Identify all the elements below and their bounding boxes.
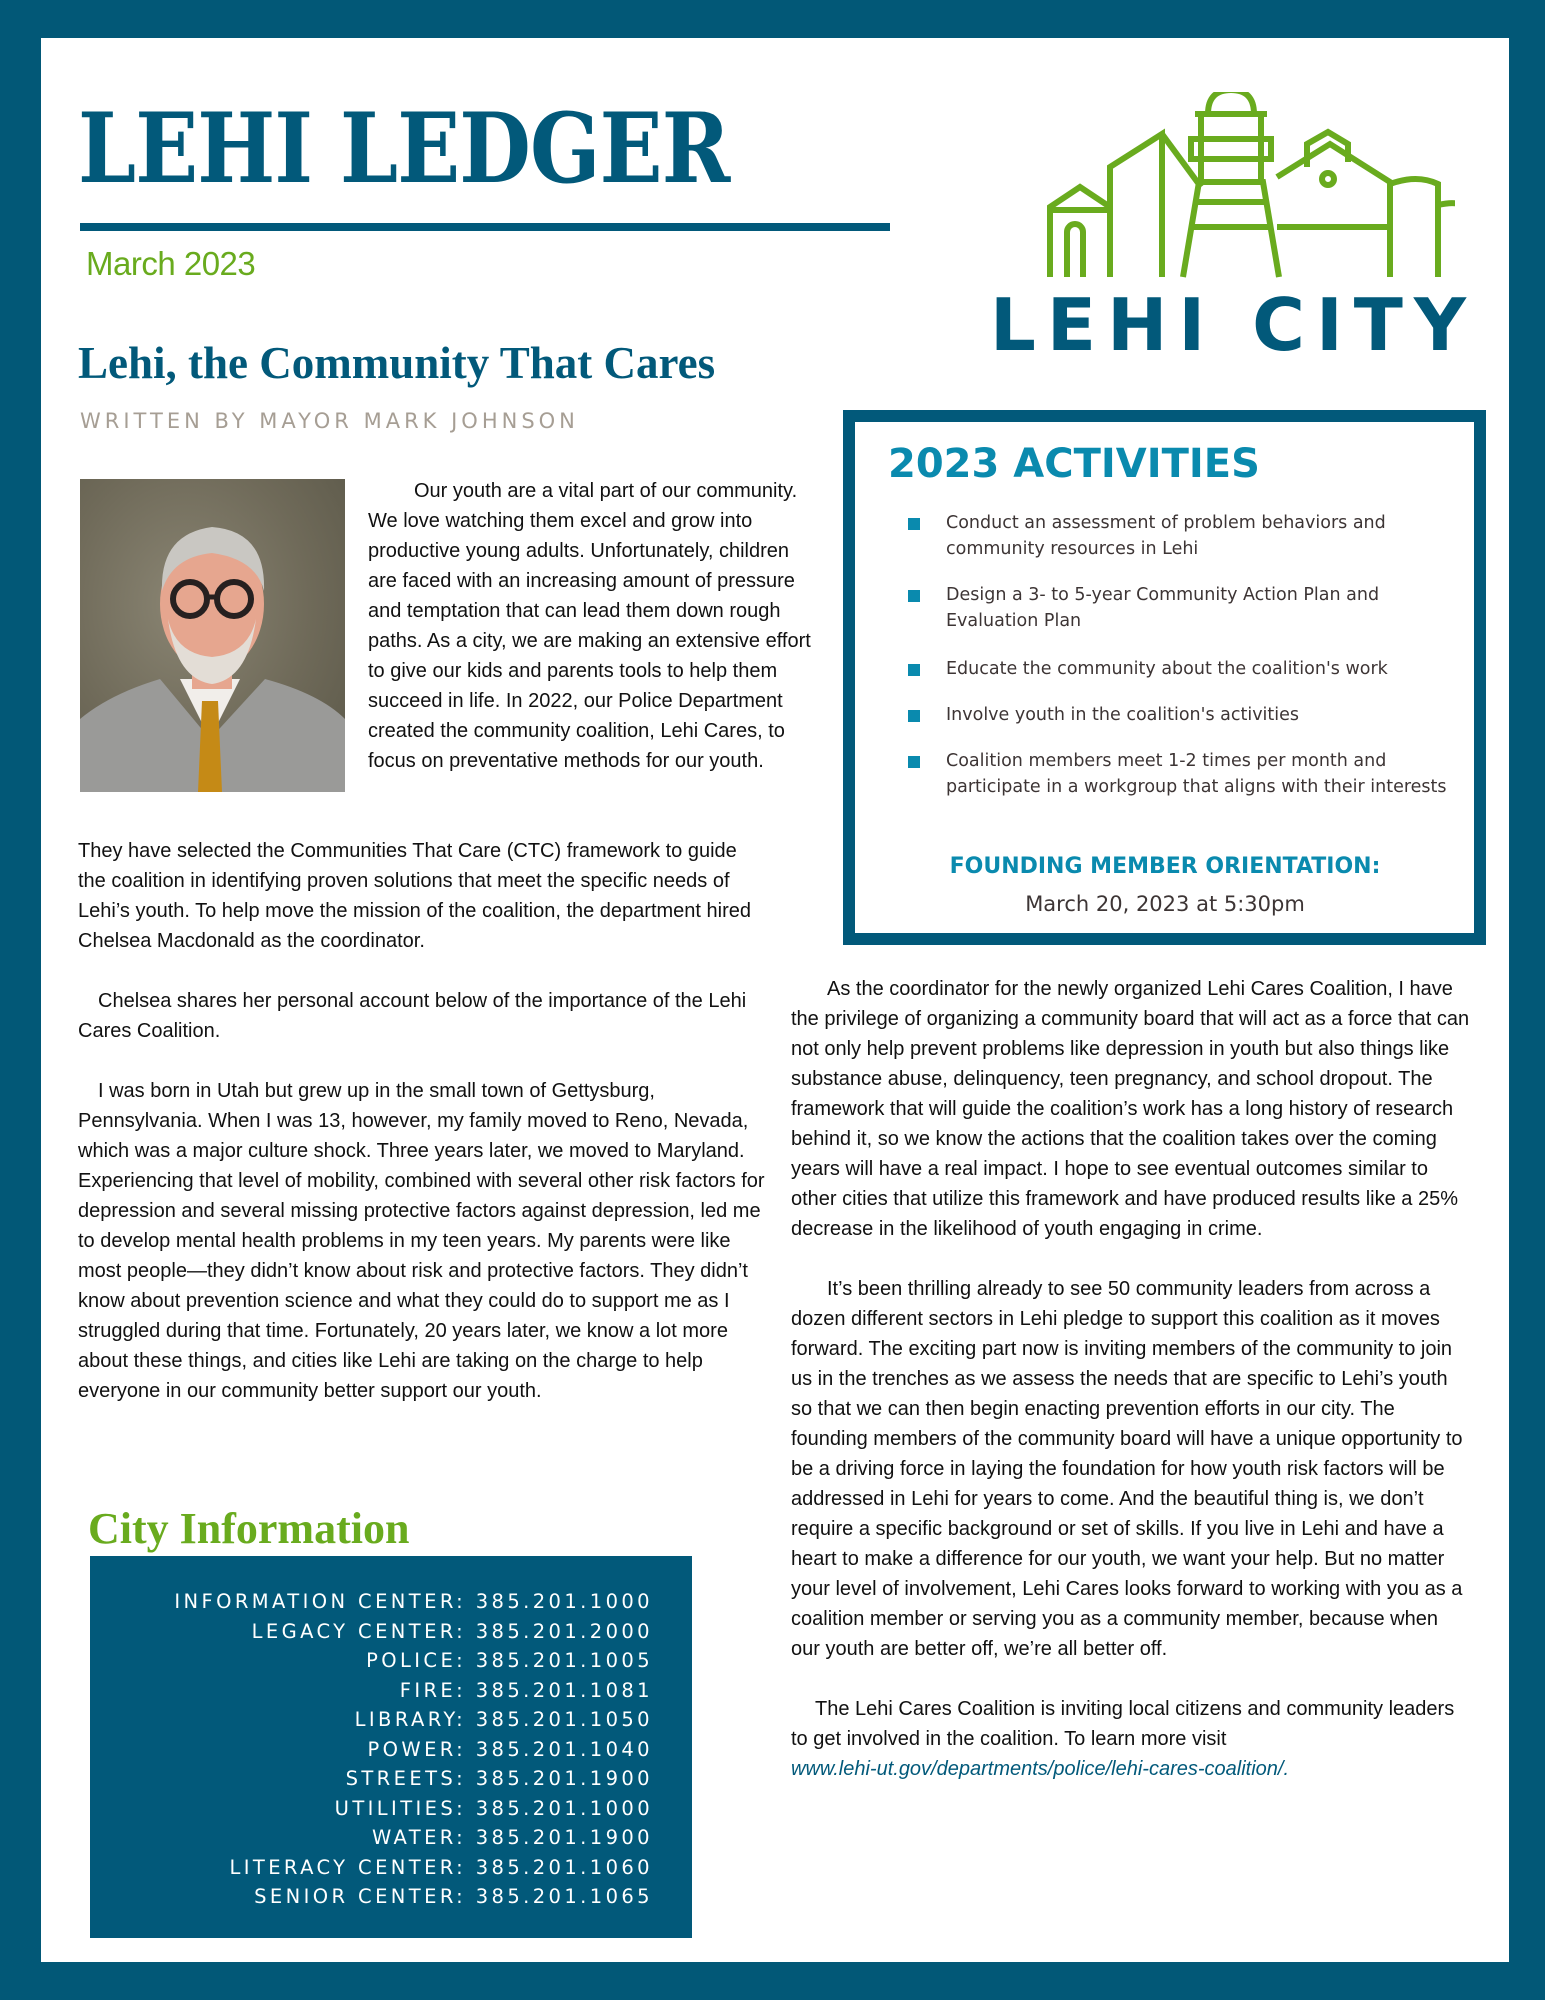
invite-text: The Lehi Cares Coalition is inviting local citizens and community leaders to get involved in the coalition. To learn more visit bbox=[791, 1698, 1455, 1750]
orientation-date: March 20, 2023 at 5:30pm bbox=[1025, 892, 1305, 916]
activities-list bbox=[900, 510, 1460, 800]
issue-date: March 2023 bbox=[86, 245, 256, 282]
activity-text: Conduct an assessment of problem behaviors and community resources in Lehi bbox=[946, 513, 1386, 559]
contact-item: LIBRARY: 385.201.1050 bbox=[354, 1708, 653, 1731]
coordinator-paragraph: As the coordinator for the newly organized Lehi Cares Coalition, I have the privilege of organizing a community board that will act as a force that can not only help prevent problems like depression in youth but also things like substance abuse, delinquency, teen pregnancy, and school dropout. The framework that will guide the coalition’s work has a long history of research behind it, so we know the actions that the coalition takes over the coming years will have a real impact. I hope to see eventual outcomes similar to other cities that utilize this framework and have produced results like a 25% decrease in the likelihood of youth engaging in crime. bbox=[791, 978, 1470, 1240]
personal-story-paragraph: I was born in Utah but grew up in the small town of Gettysburg, Pennsylvania. When I was 13, however, my family moved to Reno, Nevada, which was a major culture shock. Three years later, we moved to Maryland. Experiencing that level of mobility, combined with several other risk factors for depression and several missing protective factors against depression, led me to develop mental health problems in my teen years. My parents were like most people—they didn’t know about risk and protective factors. They didn’t know about prevention science and what they could do to support me as I struggled during that time. Fortunately, 20 years later, we know a lot more about these things, and cities like Lehi are taking on the charge to help everyone in our community better support our youth. bbox=[78, 1080, 765, 1402]
city-info-title: City Information bbox=[88, 1504, 410, 1553]
city-contacts-list bbox=[90, 1587, 653, 1912]
contact-item: UTILITIES: 385.201.1000 bbox=[334, 1796, 653, 1820]
square-bullet-icon bbox=[908, 590, 920, 602]
article-column-right bbox=[791, 974, 1471, 1784]
orientation-title: FOUNDING MEMBER ORIENTATION: bbox=[949, 854, 1381, 879]
portrait-illustration-icon bbox=[80, 479, 345, 792]
contact-item: POWER: 385.201.1040 bbox=[367, 1737, 653, 1761]
intro-paragraph: Our youth are a vital part of our community. We love watching them excel and grow into productive young adults. Unfortunately, children are faced with an increasing amount of pressure and temptation that can lead them down rough paths. As a city, we are making an extensive effort to give our kids and parents tools to help them succeed in life. In 2022, our Police Department created the community coalition, Lehi Cares, to focus on preventative methods for our youth. bbox=[368, 480, 811, 772]
activity-item bbox=[900, 656, 1460, 682]
contact-item: INFORMATION CENTER: 385.201.1000 bbox=[174, 1590, 653, 1613]
activity-item bbox=[900, 582, 1460, 634]
thrilling-paragraph: It’s been thrilling already to see 50 community leaders from across a dozen different sectors in Lehi pledge to support this coalition as it moves forward. The exciting part now is inviting members of the community to join us in the trenches as we assess the needs that are specific to Lehi’s youth so that we can then begin enacting prevention efforts in our city. The founding members of the community board will have a unique opportunity to be a driving force in laying the foundation for how youth risk factors will be addressed in Lehi for years to come. And the beautiful thing is, we don’t require a specific background or set of skills. If you live in Lehi and have a heart to make a difference for our youth, we want your help. But no matter your level of involvement, Lehi Cares looks forward to working with you as a coalition member or serving you as a community member, because when our youth are better off, we’re all better off. bbox=[791, 1278, 1463, 1660]
activity-text: Involve youth in the coalition's activities bbox=[946, 705, 1300, 725]
contact-item: WATER: 385.201.1900 bbox=[371, 1826, 653, 1849]
square-bullet-icon bbox=[908, 664, 920, 676]
article-intro-wrapped bbox=[368, 476, 816, 776]
contact-item: SENIOR CENTER: 385.201.1065 bbox=[254, 1885, 653, 1908]
activity-item bbox=[900, 510, 1460, 562]
masthead-title: LEHI LEDGER bbox=[78, 92, 730, 205]
contact-item: STREETS: 385.201.1900 bbox=[345, 1767, 653, 1790]
article-column-left bbox=[78, 836, 768, 1406]
square-bullet-icon bbox=[908, 518, 920, 530]
logo-wordmark: LEHI CITY bbox=[990, 283, 1478, 367]
article-title: Lehi, the Community That Cares bbox=[78, 338, 716, 388]
contact-item: POLICE: 385.201.1005 bbox=[366, 1649, 653, 1672]
chelsea-intro-paragraph: Chelsea shares her personal account below of the importance of the Lehi Cares Coalition. bbox=[78, 990, 747, 1042]
activity-text: Design a 3- to 5-year Community Action Plan and Evaluation Plan bbox=[946, 585, 1380, 631]
activity-text: Coalition members meet 1-2 times per month and participate in a workgroup that aligns with their interests bbox=[946, 751, 1447, 797]
contact-item: FIRE: 385.201.1081 bbox=[399, 1678, 653, 1702]
intro-continued-paragraph: They have selected the Communities That Care (CTC) framework to guide the coalition in identifying proven solutions that meet the specific needs of Lehi’s youth. To help move the mission of the coalition, the department hired Chelsea Macdonald as the coordinator. bbox=[78, 840, 751, 952]
invite-paragraph bbox=[791, 1694, 1471, 1784]
contact-item: LEGACY CENTER: 385.201.2000 bbox=[251, 1619, 653, 1643]
byline: WRITTEN BY MAYOR MARK JOHNSON bbox=[80, 409, 579, 433]
coalition-website-link[interactable]: www.lehi-ut.gov/departments/police/lehi-cares-coalition/. bbox=[791, 1758, 1290, 1780]
masthead-divider bbox=[80, 223, 890, 231]
contact-item: LITERACY CENTER: 385.201.1060 bbox=[229, 1855, 653, 1879]
activities-title: 2023 ACTIVITIES bbox=[888, 441, 1260, 487]
activity-text: Educate the community about the coalition's work bbox=[946, 659, 1388, 679]
activity-item bbox=[900, 702, 1460, 728]
square-bullet-icon bbox=[908, 756, 920, 768]
square-bullet-icon bbox=[908, 710, 920, 722]
activity-item bbox=[900, 748, 1460, 800]
mayor-portrait-photo bbox=[80, 479, 345, 792]
